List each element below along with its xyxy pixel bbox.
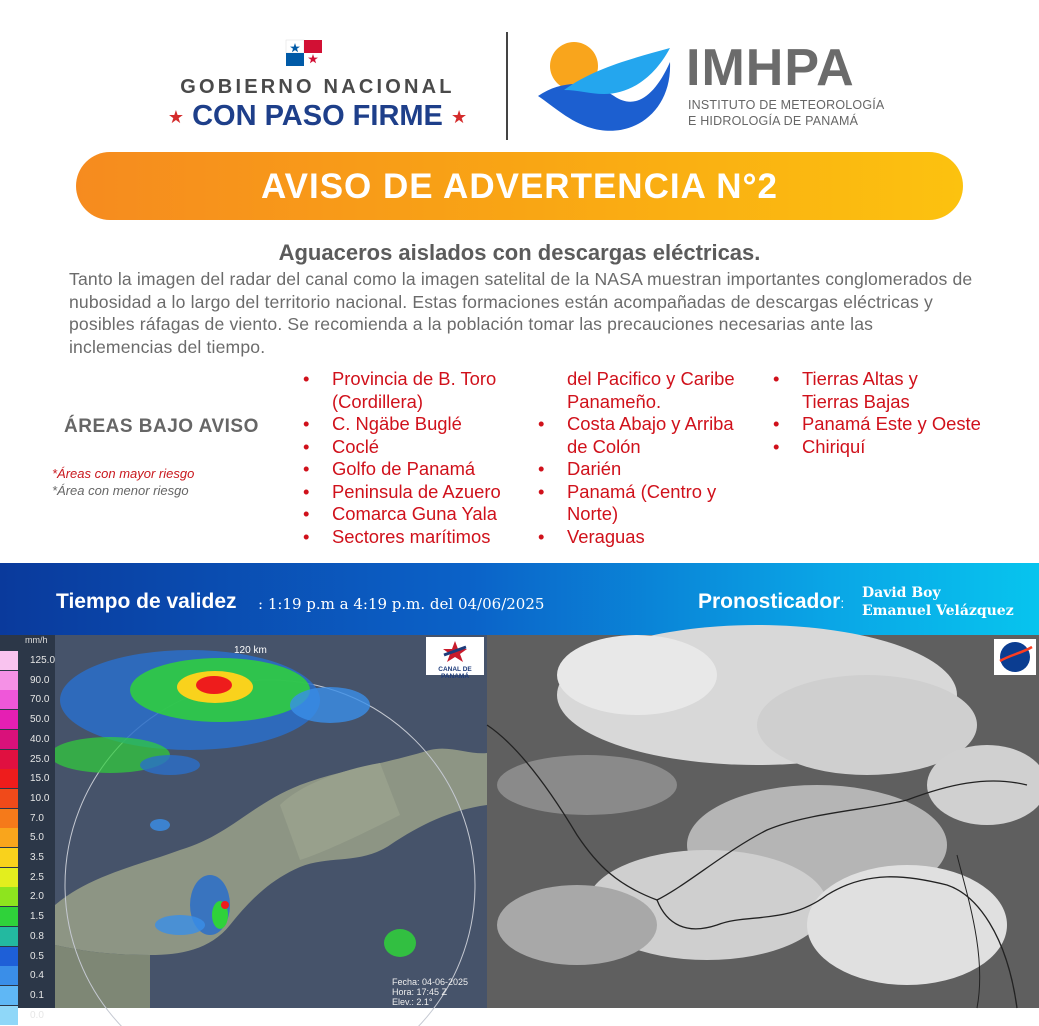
scale-label: 5.0 [30,832,44,844]
validity-value: : 1:19 p.m a 4:19 p.m. del 04/06/2025 [258,595,545,613]
panama-flag-icon [286,40,322,66]
areas-list-column1 [303,368,543,548]
area-item: • Chiriquí [773,436,1033,459]
scale-row [0,730,55,750]
scale-label: 40.0 [30,733,50,745]
scale-row [0,887,55,907]
scale-row [0,986,55,1006]
area-item: Tierras Bajas [802,390,910,412]
scale-swatch [0,730,18,749]
radar-range-label: 120 km [234,645,267,656]
area-item: Norte) [567,503,619,524]
scale-swatch [0,966,18,985]
imhpa-subtitle-line1: INSTITUTO DE METEOROLOGÍA [688,98,885,112]
scale-row [0,750,55,770]
nasa-logo-icon [994,639,1036,675]
scale-label: 0.8 [30,930,44,942]
areas-label: ÁREAS BAJO AVISO [64,416,259,437]
scale-label: 0.4 [30,970,44,982]
scale-unit: mm/h [25,635,48,645]
imhpa-logo-icon [534,38,684,138]
area-item: • Golfo de Panamá [303,458,543,481]
scale-row [0,947,55,967]
area-item: • Sectores marítimos [303,526,543,549]
forecaster-name: David Boy [862,585,941,601]
scale-row [0,690,55,710]
scale-label: 50.0 [30,714,50,726]
areas-list-column2 [538,368,773,548]
scale-row [0,907,55,927]
star-icon: ★ [167,106,185,127]
canal-logo-text: CANAL DE PANAMÁ [438,666,472,680]
area-item: • Costa Abajo y Arriba [538,413,773,436]
header-divider [506,32,508,140]
scale-label: 10.0 [30,792,50,804]
areas-list-column3 [773,368,1033,458]
gobierno-nacional-logo [150,38,485,138]
scale-swatch [0,828,18,847]
area-item: • Peninsula de Azuero [303,481,543,504]
scale-label: 70.0 [30,694,50,706]
scale-row [0,868,55,888]
scale-row [0,809,55,829]
gov-line1: GOBIERNO NACIONAL [180,76,455,98]
legend-high-risk: *Áreas con mayor riesgo [52,466,195,481]
scale-row [0,828,55,848]
scale-swatch [0,769,18,788]
scale-swatch [0,671,18,690]
imhpa-subtitle-line2: E HIDROLOGÍA DE PANAMÁ [688,114,859,128]
area-item: (Cordillera) [332,390,423,412]
satellite-image [487,635,1039,1008]
scale-swatch [0,651,18,670]
forecaster-label [698,590,844,614]
scale-swatch [0,690,18,709]
scale-label: 0.1 [30,989,44,1001]
scale-row [0,1006,55,1026]
validity-label: Tiempo de validez [56,590,237,613]
legend-low-risk: *Área con menor riesgo [52,483,189,498]
scale-swatch [0,927,18,946]
scale-row [0,769,55,789]
scale-swatch [0,1006,18,1025]
scale-swatch [0,868,18,887]
scale-label: 2.0 [30,891,44,903]
scale-swatch [0,907,18,926]
scale-row [0,789,55,809]
scale-row [0,848,55,868]
scale-swatch [0,986,18,1005]
radar-date-line: Hora: 17:45 Z [392,987,448,997]
radar-color-scale [0,635,56,1021]
validity-bar [0,563,1039,635]
scale-label: 0.5 [30,950,44,962]
area-item: • Panamá (Centro y [538,481,773,504]
area-item: • Tierras Altas y [773,368,1033,391]
area-item: • Veraguas [538,526,773,549]
scale-label: 25.0 [30,753,50,765]
scale-label: 15.0 [30,773,50,785]
radar-date-line: Fecha: 04-06-2025 [392,977,469,987]
canal-de-panama-logo [426,637,484,680]
warning-banner: AVISO DE ADVERTENCIA N°2 [76,152,963,220]
radar-date-line: Elev.: 2.1° [392,997,433,1007]
area-item: del Pacifico y Caribe [567,368,735,389]
area-item: • Panamá Este y Oeste [773,413,1033,436]
scale-label: 1.5 [30,911,44,923]
scale-label: 90.0 [30,674,50,686]
scale-swatch [0,750,18,769]
scale-label: 0.0 [30,1009,44,1021]
canal-logo-icon [426,637,484,667]
area-item: de Colón [567,435,641,457]
scale-swatch [0,887,18,906]
scale-swatch [0,789,18,808]
scale-row [0,927,55,947]
scale-row [0,671,55,691]
scale-row [0,966,55,986]
radar-image [0,635,487,1021]
scale-swatch [0,947,18,966]
radar-timestamp [392,977,468,1007]
area-item: • Provincia de B. Toro [303,368,543,391]
scale-row [0,651,55,671]
imhpa-title: IMHPA [686,39,855,97]
forecaster-name: Emanuel Velázquez [862,603,1014,619]
scale-swatch [0,848,18,867]
area-item: • Comarca Guna Yala [303,503,543,526]
scale-label: 125.0 [30,655,56,666]
forecaster-label-sep: : [840,595,845,611]
gov-slogan: CON PASO FIRME [192,100,443,132]
satellite-map-image [487,635,1039,1008]
area-item: • Coclé [303,436,543,459]
headline: Aguaceros aislados con descargas eléctricas. [278,240,761,265]
area-item: • Darién [538,458,773,481]
scale-row [0,710,55,730]
scale-swatch [0,710,18,729]
scale-swatch [0,809,18,828]
star-icon: ★ [450,106,468,127]
scale-label: 2.5 [30,871,44,883]
radar-map-image [0,635,487,1008]
area-item: Panameño. [567,390,662,412]
area-item: • C. Ngäbe Buglé [303,413,543,436]
scale-label: 3.5 [30,852,44,863]
gov-line2 [150,100,485,133]
forecaster-label-text: Pronosticador [698,590,841,613]
scale-label: 7.0 [30,812,44,824]
description: Tanto la imagen del radar del canal como la imagen satelital de la NASA muestran importantes conglomerados de nubosidad a lo largo del territorio nacional. Estas formaciones están acompañadas de descargas eléctricas y posibles ráfagas de viento. Se recomienda a la población tomar las precauciones necesarias ante las inclemencias del tiempo. [69,269,973,357]
